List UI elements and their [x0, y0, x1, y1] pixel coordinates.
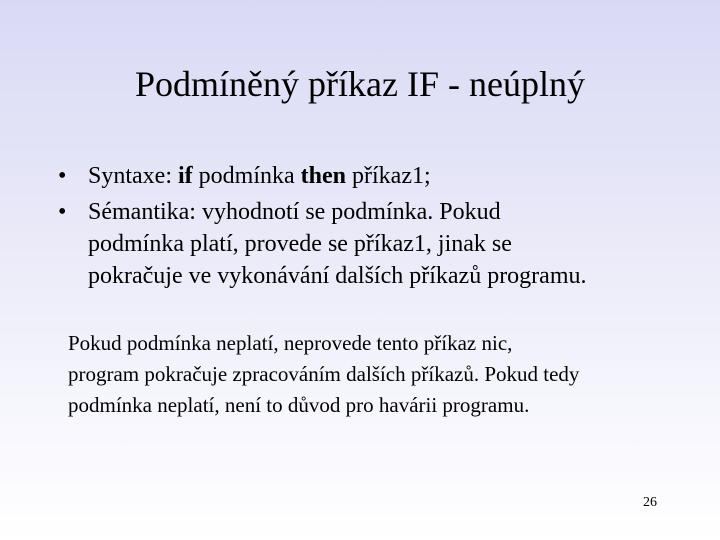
keyword-if: if [178, 163, 193, 189]
note-line-2: program pokračuje zpracováním dalších příkazů. Pokud tedy [68, 362, 580, 386]
bullet-marker: • [58, 163, 67, 189]
keyword-then: then [300, 163, 347, 189]
syntax-condition: podmínka [192, 163, 301, 189]
syntax-statement: příkaz1; [346, 163, 431, 189]
bullet-syntax [58, 160, 698, 192]
note-line-3: podmínka neplatí, není to důvod pro havárii programu. [68, 393, 530, 417]
bullet-list [58, 160, 698, 296]
slide-title: Podmíněný příkaz IF - neúplný [135, 64, 585, 104]
semantics-line-3: pokračuje ve vykonávání dalších příkazů programu. [88, 263, 587, 289]
note-paragraph [68, 328, 688, 421]
note-line-1: Pokud podmínka neplatí, neprovede tento příkaz nic, [68, 331, 513, 355]
page-number: 26 [643, 495, 657, 510]
bullet-semantics [58, 196, 698, 292]
semantics-line-2: podmínka platí, provede se příkaz1, jinak se [88, 231, 512, 257]
bullet-marker: • [58, 199, 67, 225]
semantics-line-1: Sémantika: vyhodnotí se podmínka. Pokud [88, 199, 501, 225]
syntax-prefix: Syntaxe: [88, 163, 178, 189]
